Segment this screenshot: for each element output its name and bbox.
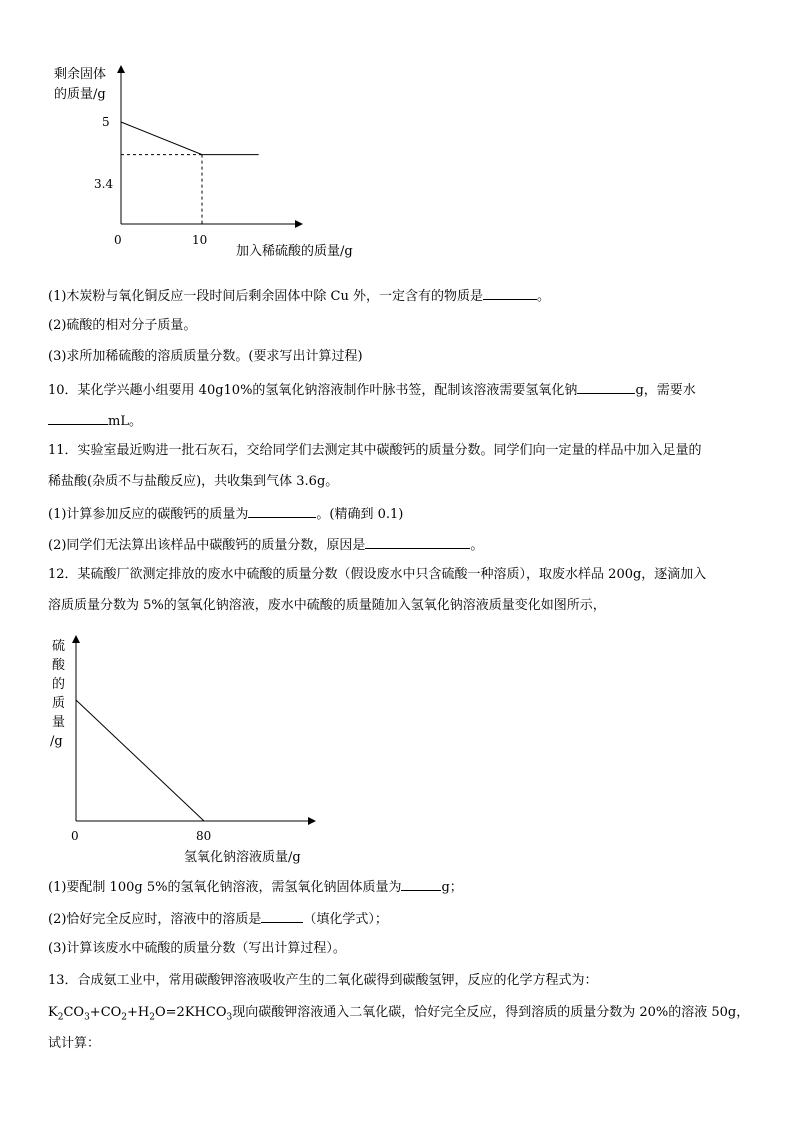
chart1-y-tick-label-5: 5 bbox=[102, 115, 110, 129]
chart2-ylabel-char-1: 硫 bbox=[52, 639, 66, 654]
q13-line2-text: 现向碳酸钾溶液通入二氧化碳，恰好完全反应，得到溶质的质量分数为 20%的溶液 50g， bbox=[232, 1005, 750, 1020]
eq-sub: 2 bbox=[57, 1012, 64, 1023]
chart2-series-line bbox=[76, 700, 204, 821]
q13-line1: 13．合成氨工业中，常用碳酸钾溶液吸收产生的二氧化碳得到碳酸氢钾，反应的化学方程式为： bbox=[48, 973, 598, 988]
q13-line2 bbox=[48, 1005, 749, 1026]
q10-text-a: 10．某化学兴趣小组要用 40g10%的氢氧化钠溶液制作叶脉书签，配制该溶液需要氢氧化钠 bbox=[48, 383, 578, 398]
q9-part3: (3)求所加稀硫酸的溶质质量分数。(要求写出计算过程) bbox=[48, 349, 363, 364]
answer-blank[interactable] bbox=[483, 287, 537, 300]
answer-blank[interactable] bbox=[365, 536, 470, 549]
eq-co2: +CO bbox=[89, 1005, 122, 1020]
chart-sulfuric-acid-mass bbox=[40, 630, 340, 868]
q12-part2 bbox=[48, 910, 388, 928]
q11-part1-end: 。(精确到 0.1) bbox=[316, 507, 404, 522]
eq-sub: 3 bbox=[84, 1012, 90, 1023]
q11-part2-end: 。 bbox=[470, 538, 484, 553]
chart1-y-tick-label-3.4: 3.4 bbox=[94, 177, 114, 191]
q11-part2-text: (2)同学们无法算出该样品中碳酸钙的质量分数，原因是 bbox=[48, 538, 366, 553]
answer-blank[interactable] bbox=[577, 381, 635, 394]
q12-line1: 12．某硫酸厂欲测定排放的废水中硫酸的质量分数（假设废水中只含硫酸一种溶质），取废水样品 200g，逐滴加入 bbox=[48, 567, 707, 582]
q12-part2-text: (2)恰好完全反应时，溶液中的溶质是 bbox=[48, 912, 262, 927]
q12-line2: 溶质质量分数为 5%的氢氧化钠溶液，废水中硫酸的质量随加入氢氧化钠溶液质量变化如图所示， bbox=[48, 598, 606, 613]
answer-blank[interactable] bbox=[261, 910, 303, 923]
chart1-x-tick-label: 10 bbox=[192, 233, 208, 247]
q9-part1-text: (1)木炭粉与氧化铜反应一段时间后剩余固体中除 Cu 外，一定含有的物质是 bbox=[48, 289, 483, 304]
q10-line2 bbox=[48, 412, 142, 430]
q11-line2: 稀盐酸(杂质不与盐酸反应)，共收集到气体 3.6g。 bbox=[48, 474, 339, 489]
chart1-ylabel-line1: 剩余固体 bbox=[54, 67, 107, 82]
q9-part2: (2)硫酸的相对分子质量。 bbox=[48, 318, 197, 333]
chart2-origin-label: 0 bbox=[71, 829, 79, 843]
chart2-ylabel-char-2: 酸 bbox=[52, 658, 66, 673]
q10-text-b: g，需要水 bbox=[635, 383, 696, 398]
chart1-xlabel: 加入稀硫酸的质量/g bbox=[236, 244, 353, 259]
chart1-origin-label: 0 bbox=[114, 233, 122, 247]
eq-sub: 3 bbox=[226, 1012, 233, 1023]
answer-blank[interactable] bbox=[401, 878, 441, 891]
eq-khco3: O=2KHCO bbox=[155, 1005, 227, 1020]
q12-part3: (3)计算该废水中硫酸的质量分数（写出计算过程）。 bbox=[48, 941, 346, 956]
chart2-x-tick-label: 80 bbox=[196, 829, 212, 843]
chart1-ylabel-line2: 的质量/g bbox=[54, 87, 106, 102]
q13-line3: 试计算： bbox=[48, 1036, 101, 1051]
q11-part1 bbox=[48, 505, 403, 523]
q11-part2 bbox=[48, 536, 483, 554]
q11-line1: 11．实验室最近购进一批石灰石，交给同学们去测定其中碳酸钙的质量分数。同学们向一定量的样品中加入足量的 bbox=[48, 443, 702, 458]
eq-k: K bbox=[48, 1005, 58, 1020]
chart2-ylabel-char-6: /g bbox=[50, 734, 63, 749]
q12-part1-end: g； bbox=[441, 880, 463, 895]
q12-part1-text: (1)要配制 100g 5%的氢氧化钠溶液，需氢氧化钠固体质量为 bbox=[48, 880, 402, 895]
q9-part1-end: 。 bbox=[537, 289, 551, 304]
q9-part1 bbox=[48, 287, 550, 305]
chart2-xlabel: 氢氧化钠溶液质量/g bbox=[184, 850, 301, 865]
answer-blank[interactable] bbox=[248, 505, 316, 518]
chart2-ylabel-char-4: 质 bbox=[52, 696, 66, 711]
chart-remaining-solid-mass bbox=[40, 58, 370, 263]
q12-part2-end: （填化学式）； bbox=[303, 912, 388, 927]
answer-blank[interactable] bbox=[48, 412, 108, 425]
eq-co: CO bbox=[63, 1005, 85, 1020]
chart2-ylabel-char-5: 量 bbox=[52, 715, 66, 730]
eq-sub: 2 bbox=[121, 1012, 128, 1023]
eq-sub: 2 bbox=[149, 1012, 155, 1023]
q11-part1-text: (1)计算参加反应的碳酸钙的质量为 bbox=[48, 507, 249, 522]
eq-h2o: +H bbox=[127, 1005, 150, 1020]
q10-text-c: mL。 bbox=[108, 414, 142, 429]
q12-part1 bbox=[48, 878, 463, 896]
q10-line1 bbox=[48, 381, 696, 399]
chart1-series-line bbox=[121, 122, 259, 155]
q13-equation bbox=[48, 1005, 233, 1023]
chart2-ylabel-char-3: 的 bbox=[52, 677, 66, 692]
